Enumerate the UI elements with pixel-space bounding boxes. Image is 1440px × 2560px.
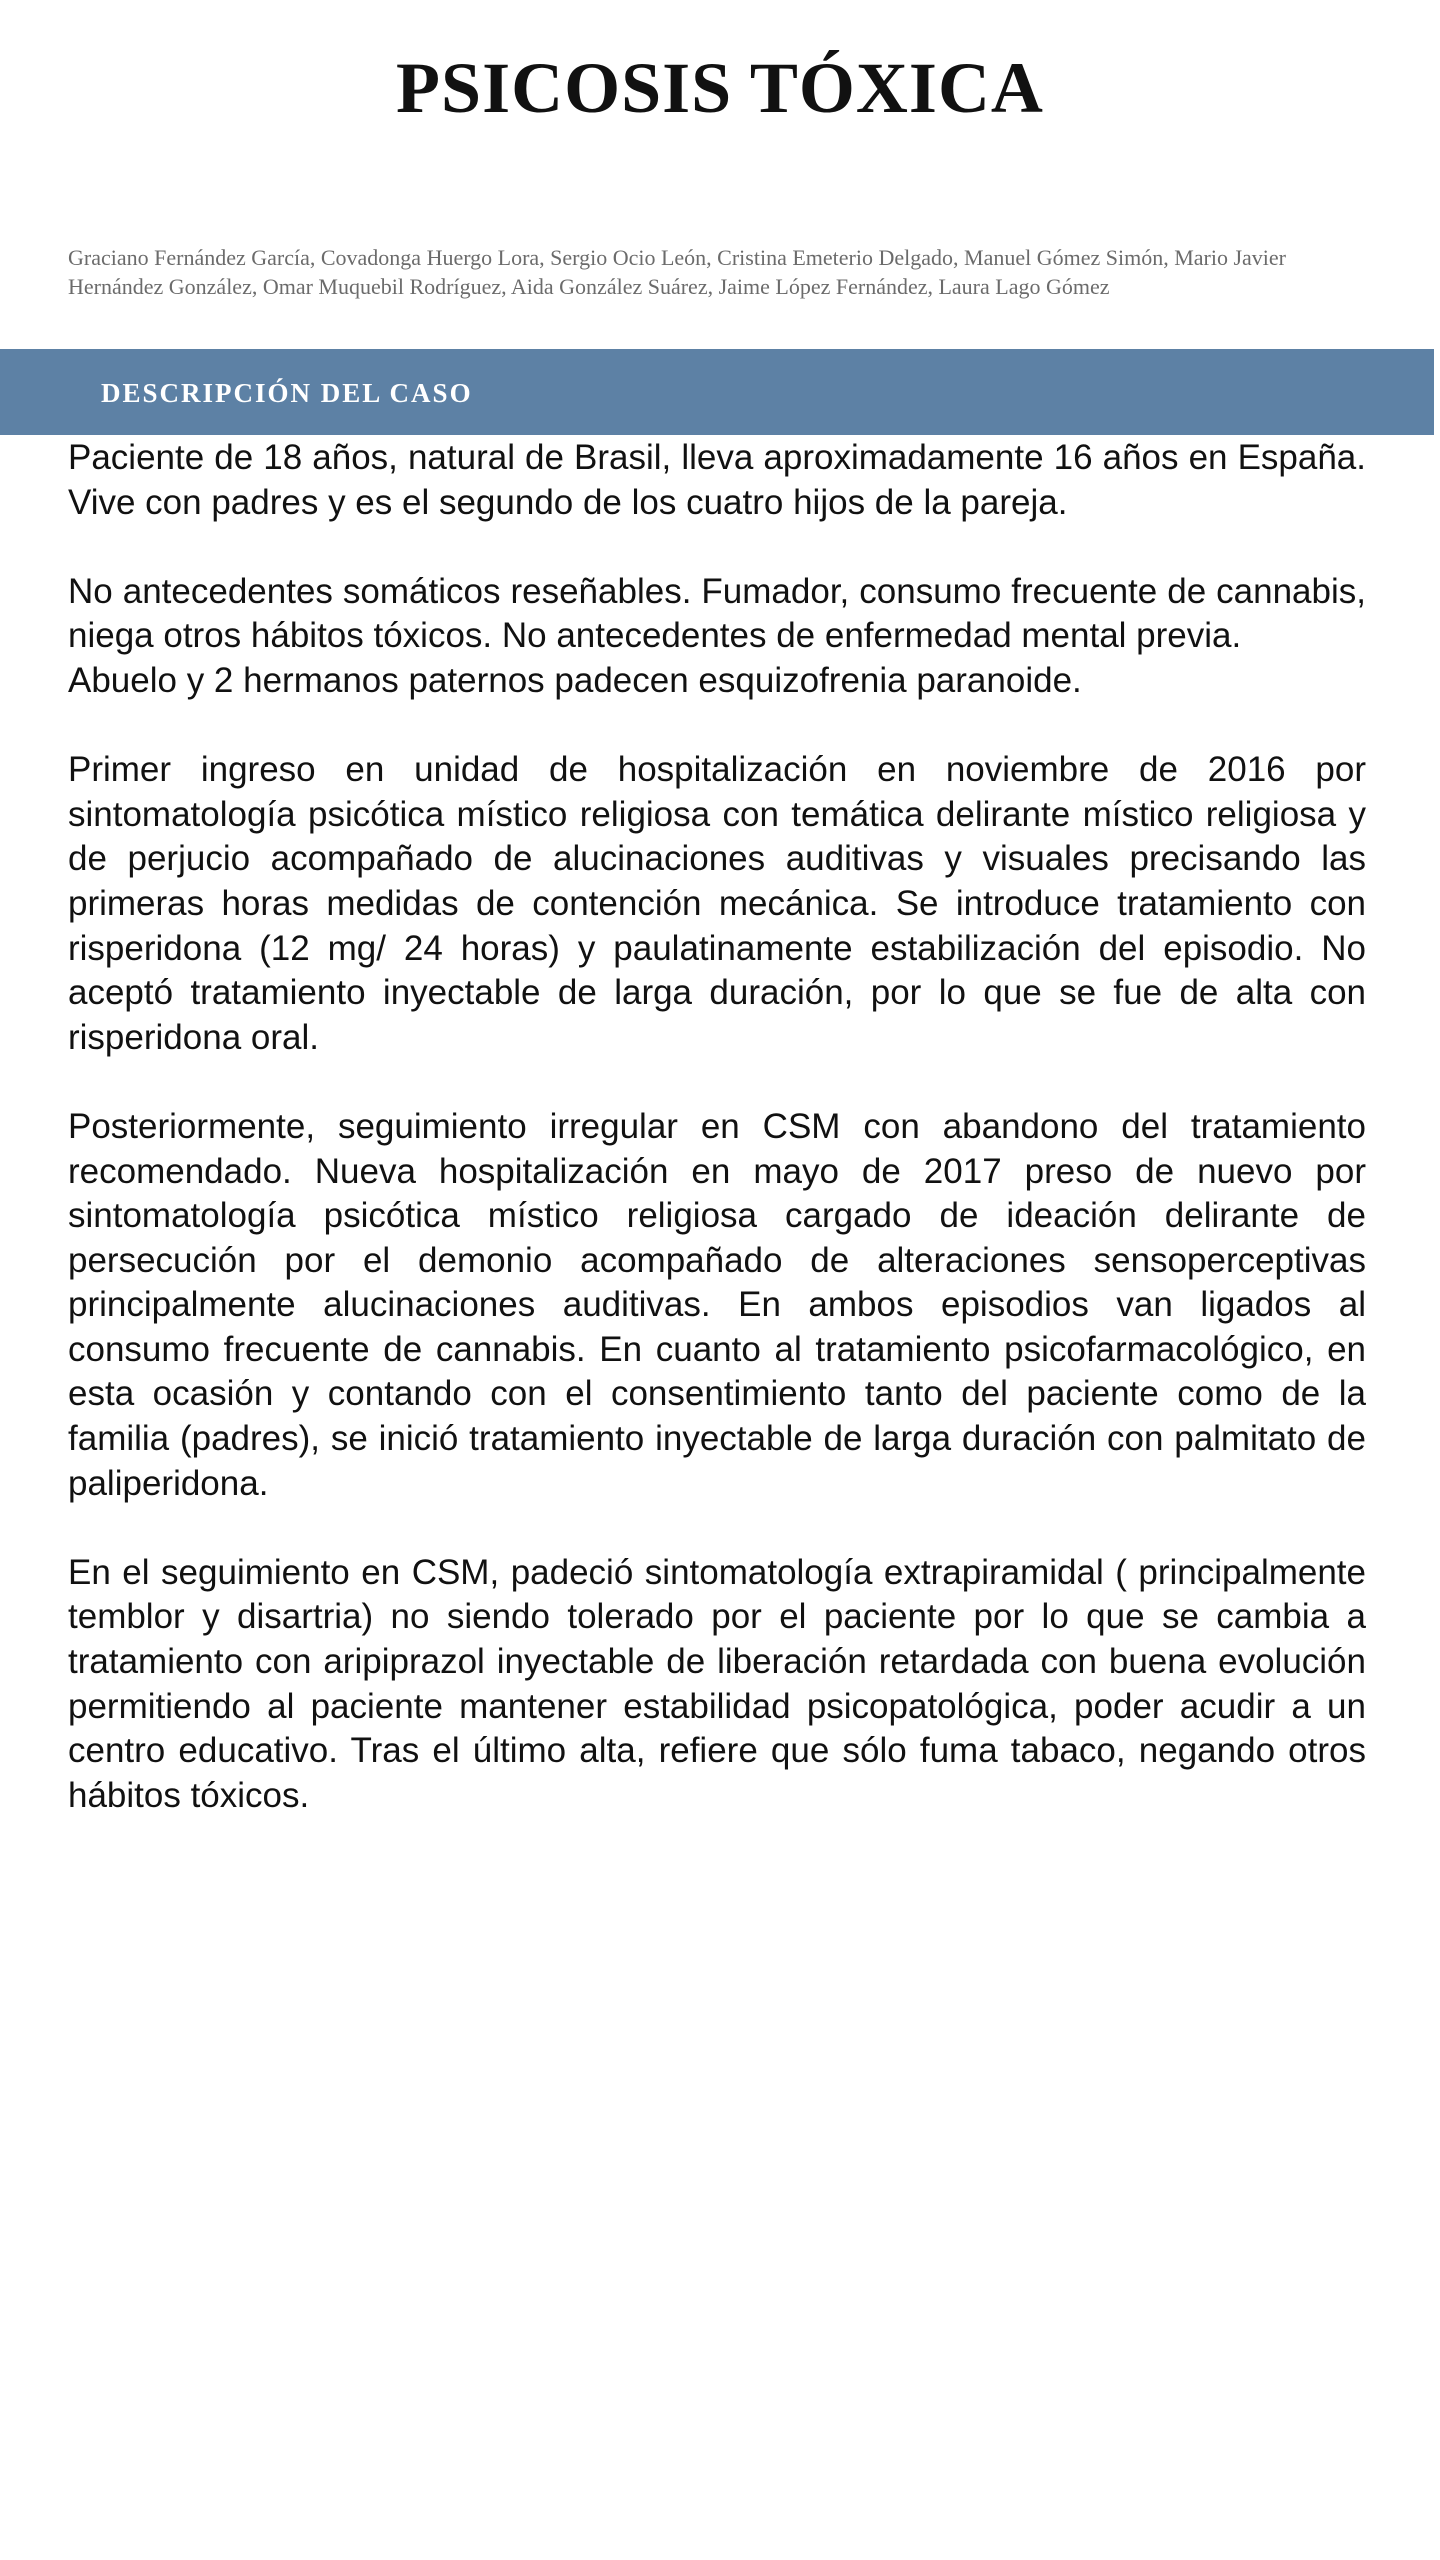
- section-heading: DESCRIPCIÓN DEL CASO: [101, 378, 473, 408]
- author-list: Graciano Fernández García, Covadonga Huergo Lora, Sergio Ocio León, Cristina Emeterio Delgado, Manuel Gómez Simón, Mario Javier Hernández González, Omar Muquebil Rodríguez, Aida González Suárez, Jaime López Fernández, Laura Lago Gómez: [68, 245, 1286, 299]
- paragraph: No antecedentes somáticos reseñables. Fumador, consumo frecuente de cannabis, niega otros hábitos tóxicos. No antecedentes de enfermedad mental previa. Abuelo y 2 hermanos paternos padecen esquizofrenia paranoide.: [68, 571, 1366, 700]
- paragraph: En el seguimiento en CSM, padeció sintomatología extrapiramidal ( principalmente temblor y disartria) no siendo tolerado por el paciente por lo que se cambia a tratamiento con aripiprazol inyectable de liberación retardada con buena evolución permitiendo al paciente mantener estabilidad psicopatológica, poder acudir a un centro educativo. Tras el último alta, refiere que sólo fuma tabaco, negando otros hábitos tóxicos.: [68, 1552, 1366, 1815]
- paragraph: Posteriormente, seguimiento irregular en CSM con abandono del tratamiento recomendado. Nueva hospitalización en mayo de 2017 preso de nuevo por sintomatología psicótica místico religiosa cargado de ideación delirante de persecución por el demonio acompañado de alteraciones sensoperceptivas principalmente alucinaciones auditivas. En ambos episodios van ligados al consumo frecuente de cannabis. En cuanto al tratamiento psicofarmacológico, en esta ocasión y contando con el consentimiento tanto del paciente como de la familia (padres), se inició tratamiento inyectable de larga duración con palmitato de paliperidona.: [68, 1106, 1366, 1503]
- document-title: PSICOSIS TÓXICA: [396, 48, 1044, 128]
- paragraph: Paciente de 18 años, natural de Brasil, lleva aproximadamente 16 años en España. Vive con padres y es el segundo de los cuatro hijos de la pareja.: [68, 438, 1366, 522]
- paragraph: Primer ingreso en unidad de hospitalización en noviembre de 2016 por sintomatología psicótica místico religiosa con temática delirante místico religiosa y de perjucio acompañado de alucinaciones auditivas y visuales precisando las primeras horas medidas de contención mecánica. Se introduce tratamiento con risperidona (12 mg/ 24 horas) y paulatinamente estabilización del episodio. No aceptó tratamiento inyectable de larga duración, por lo que se fue de alta con risperidona oral.: [68, 750, 1366, 1057]
- case-description-body: [68, 436, 1366, 1818]
